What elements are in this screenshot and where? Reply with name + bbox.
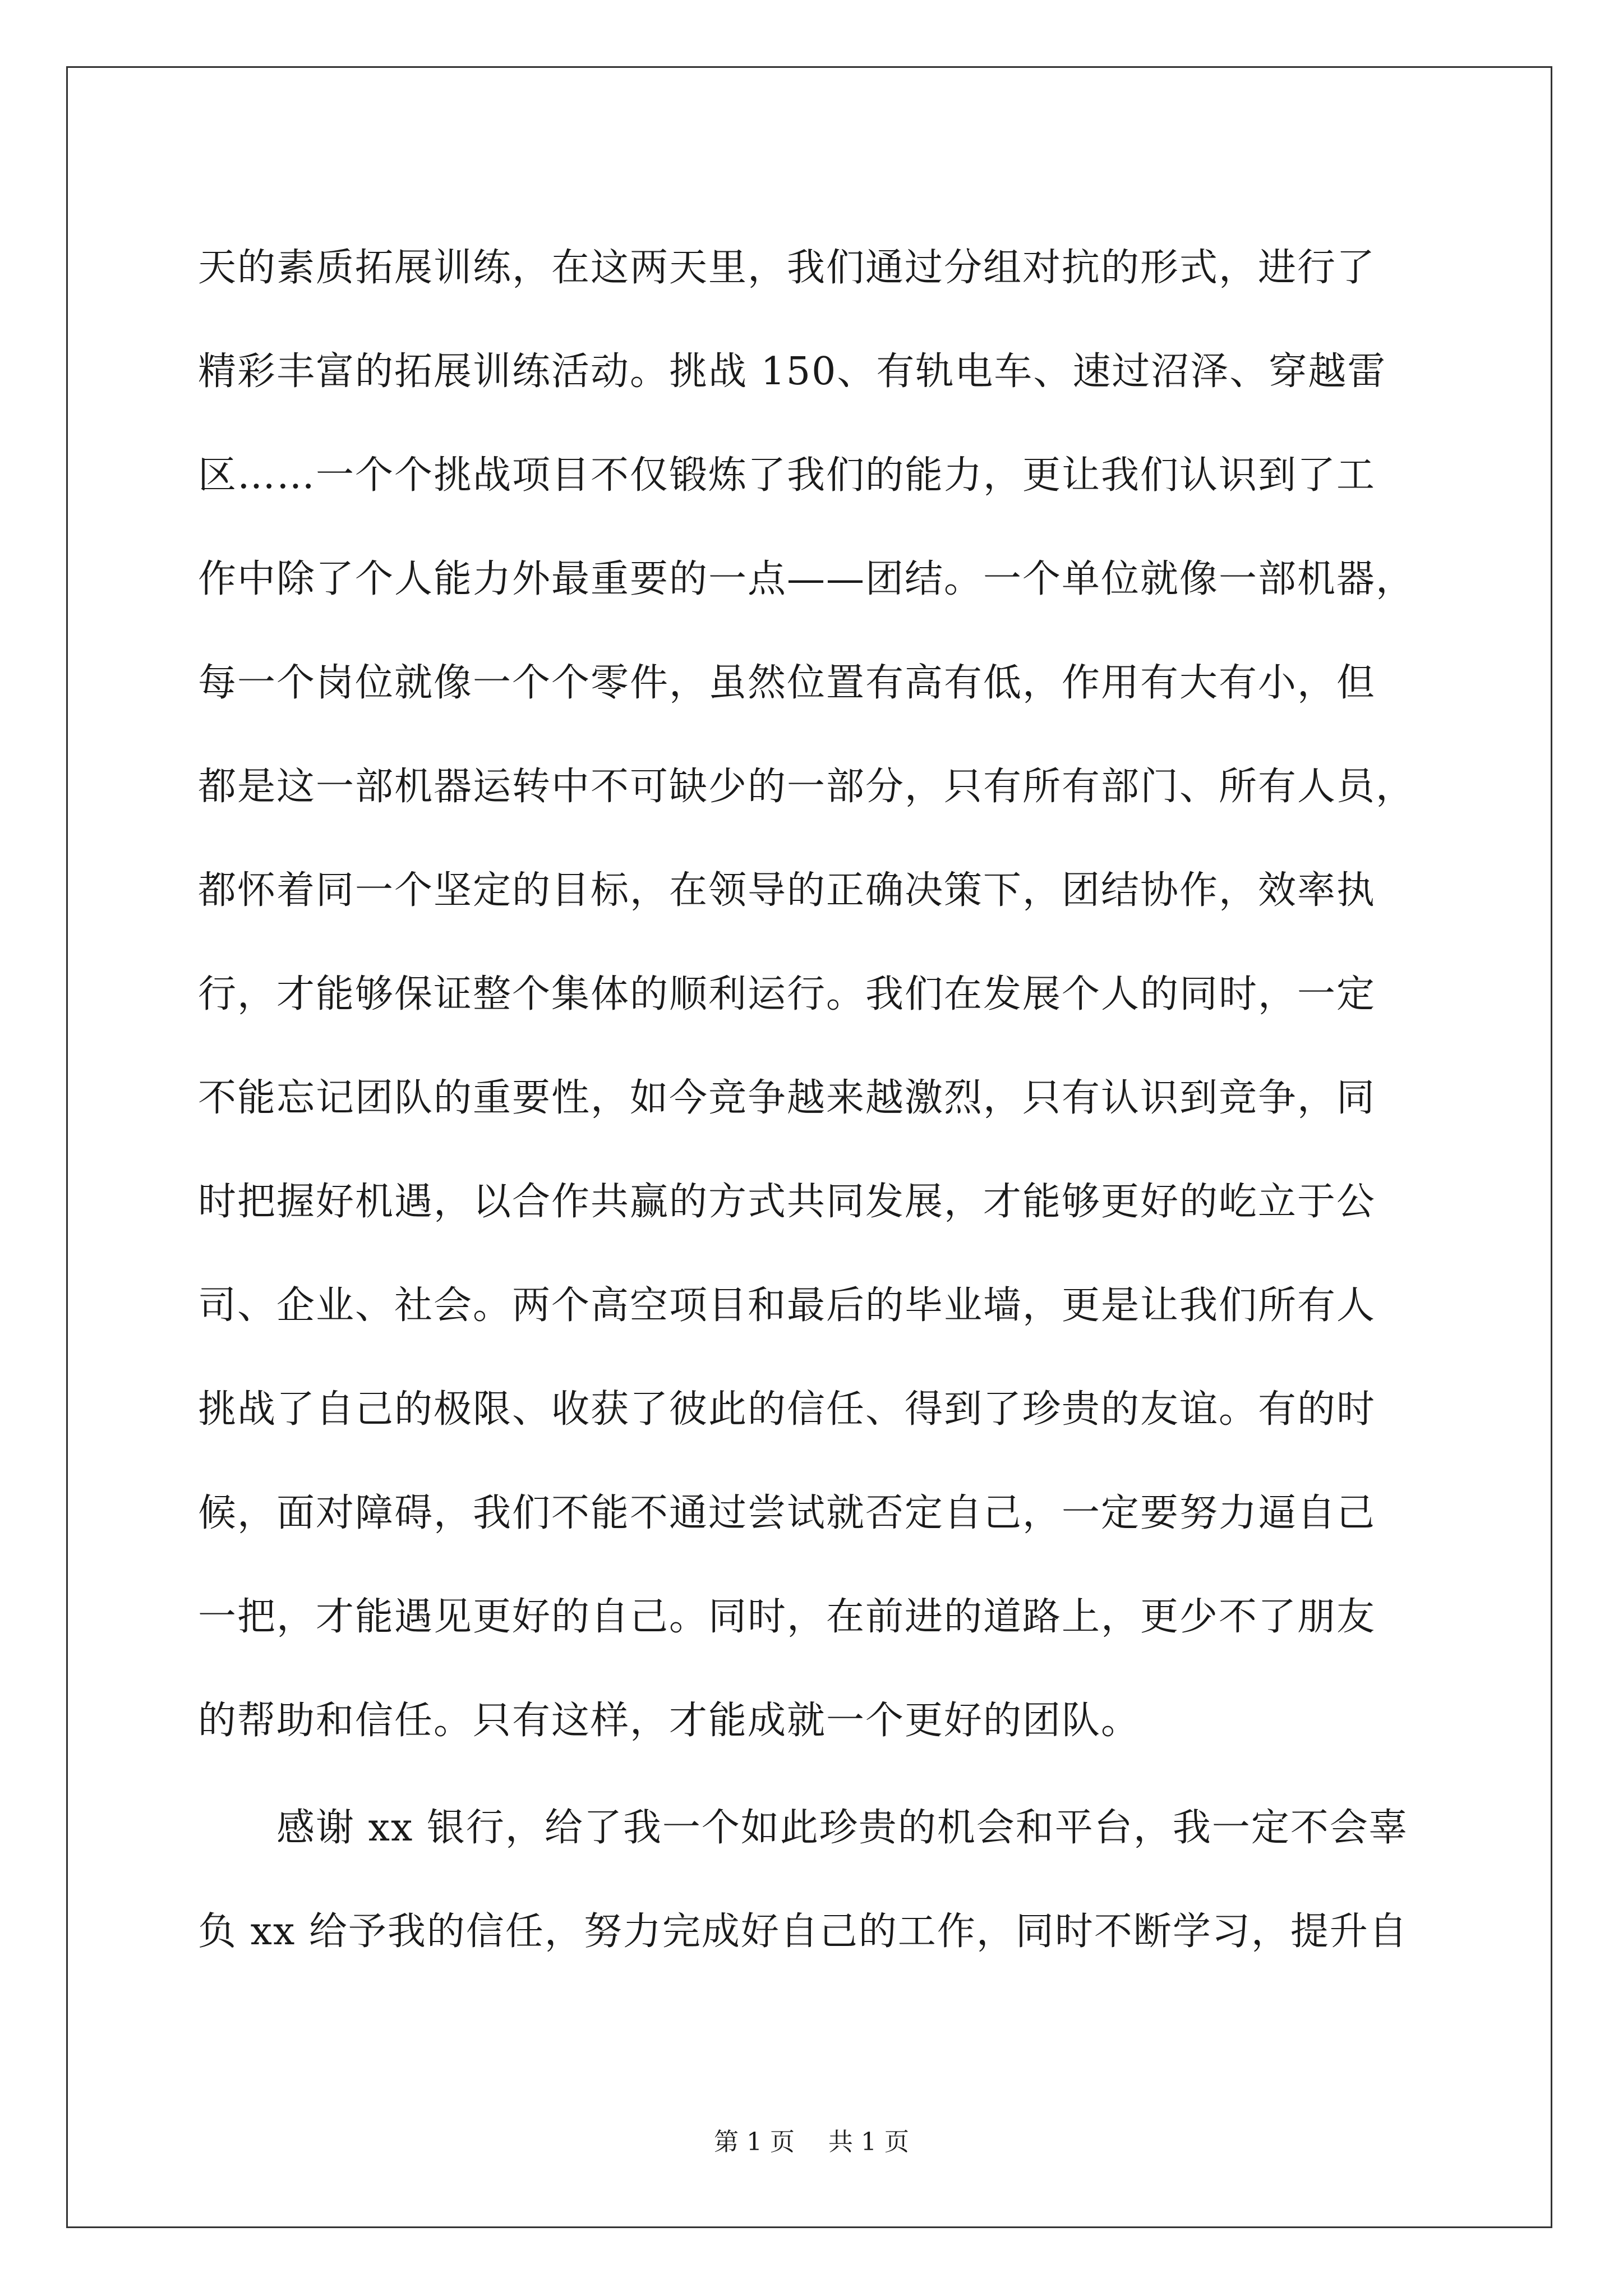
text-line: 区……一个个挑战项目不仅锻炼了我们的能力，更让我们认识到了工 bbox=[198, 453, 1376, 498]
text-line: 挑战了自己的极限、收获了彼此的信任、得到了珍贵的友谊。有的时 bbox=[198, 1387, 1376, 1432]
text-line: 负 xx 给予我的信任，努力完成好自己的工作，同时不断学习，提升自 bbox=[198, 1910, 1408, 1954]
text-line: 候，面对障碍，我们不能不通过尝试就否定自己，一定要努力逼自己 bbox=[198, 1491, 1376, 1535]
text-line: 一把，才能遇见更好的自己。同时，在前进的道路上，更少不了朋友 bbox=[198, 1595, 1376, 1639]
text-line: 天的素质拓展训练，在这两天里，我们通过分组对抗的形式，进行了 bbox=[198, 246, 1376, 290]
text-line: 作中除了个人能力外最重要的一点——团结。一个单位就像一部机器， bbox=[198, 557, 1415, 601]
text-line: 都是这一部机器运转中不可缺少的一部分，只有所有部门、所有人员， bbox=[198, 765, 1415, 809]
text-line: 的帮助和信任。只有这样，才能成就一个更好的团队。 bbox=[198, 1699, 1141, 1743]
page-number: 第 1 页 bbox=[714, 2128, 795, 2156]
text-line: 行，才能够保证整个集体的顺利运行。我们在发展个人的同时，一定 bbox=[198, 972, 1376, 1016]
paragraph-2 bbox=[198, 1776, 1449, 1984]
text-line: 感谢 xx 银行，给了我一个如此珍贵的机会和平台，我一定不会辜 bbox=[276, 1806, 1408, 1850]
text-line: 精彩丰富的拓展训练活动。挑战 150、有轨电车、速过沼泽、穿越雷 bbox=[198, 349, 1387, 394]
text-line: 时把握好机遇，以合作共赢的方式共同发展，才能够更好的屹立于公 bbox=[198, 1180, 1376, 1224]
text-line: 司、企业、社会。两个高空项目和最后的毕业墙，更是让我们所有人 bbox=[198, 1283, 1376, 1328]
paragraph-1 bbox=[198, 216, 1449, 1773]
text-line: 都怀着同一个坚定的目标，在领导的正确决策下，团结协作，效率执 bbox=[198, 868, 1376, 913]
text-line: 不能忘记团队的重要性，如今竞争越来越激烈，只有认识到竞争，同 bbox=[198, 1076, 1376, 1120]
page-total: 共 1 页 bbox=[828, 2128, 909, 2156]
page-footer bbox=[0, 2122, 1623, 2157]
text-line: 每一个岗位就像一个个零件，虽然位置有高有低，作用有大有小，但 bbox=[198, 661, 1376, 705]
document-body bbox=[198, 216, 1449, 1984]
